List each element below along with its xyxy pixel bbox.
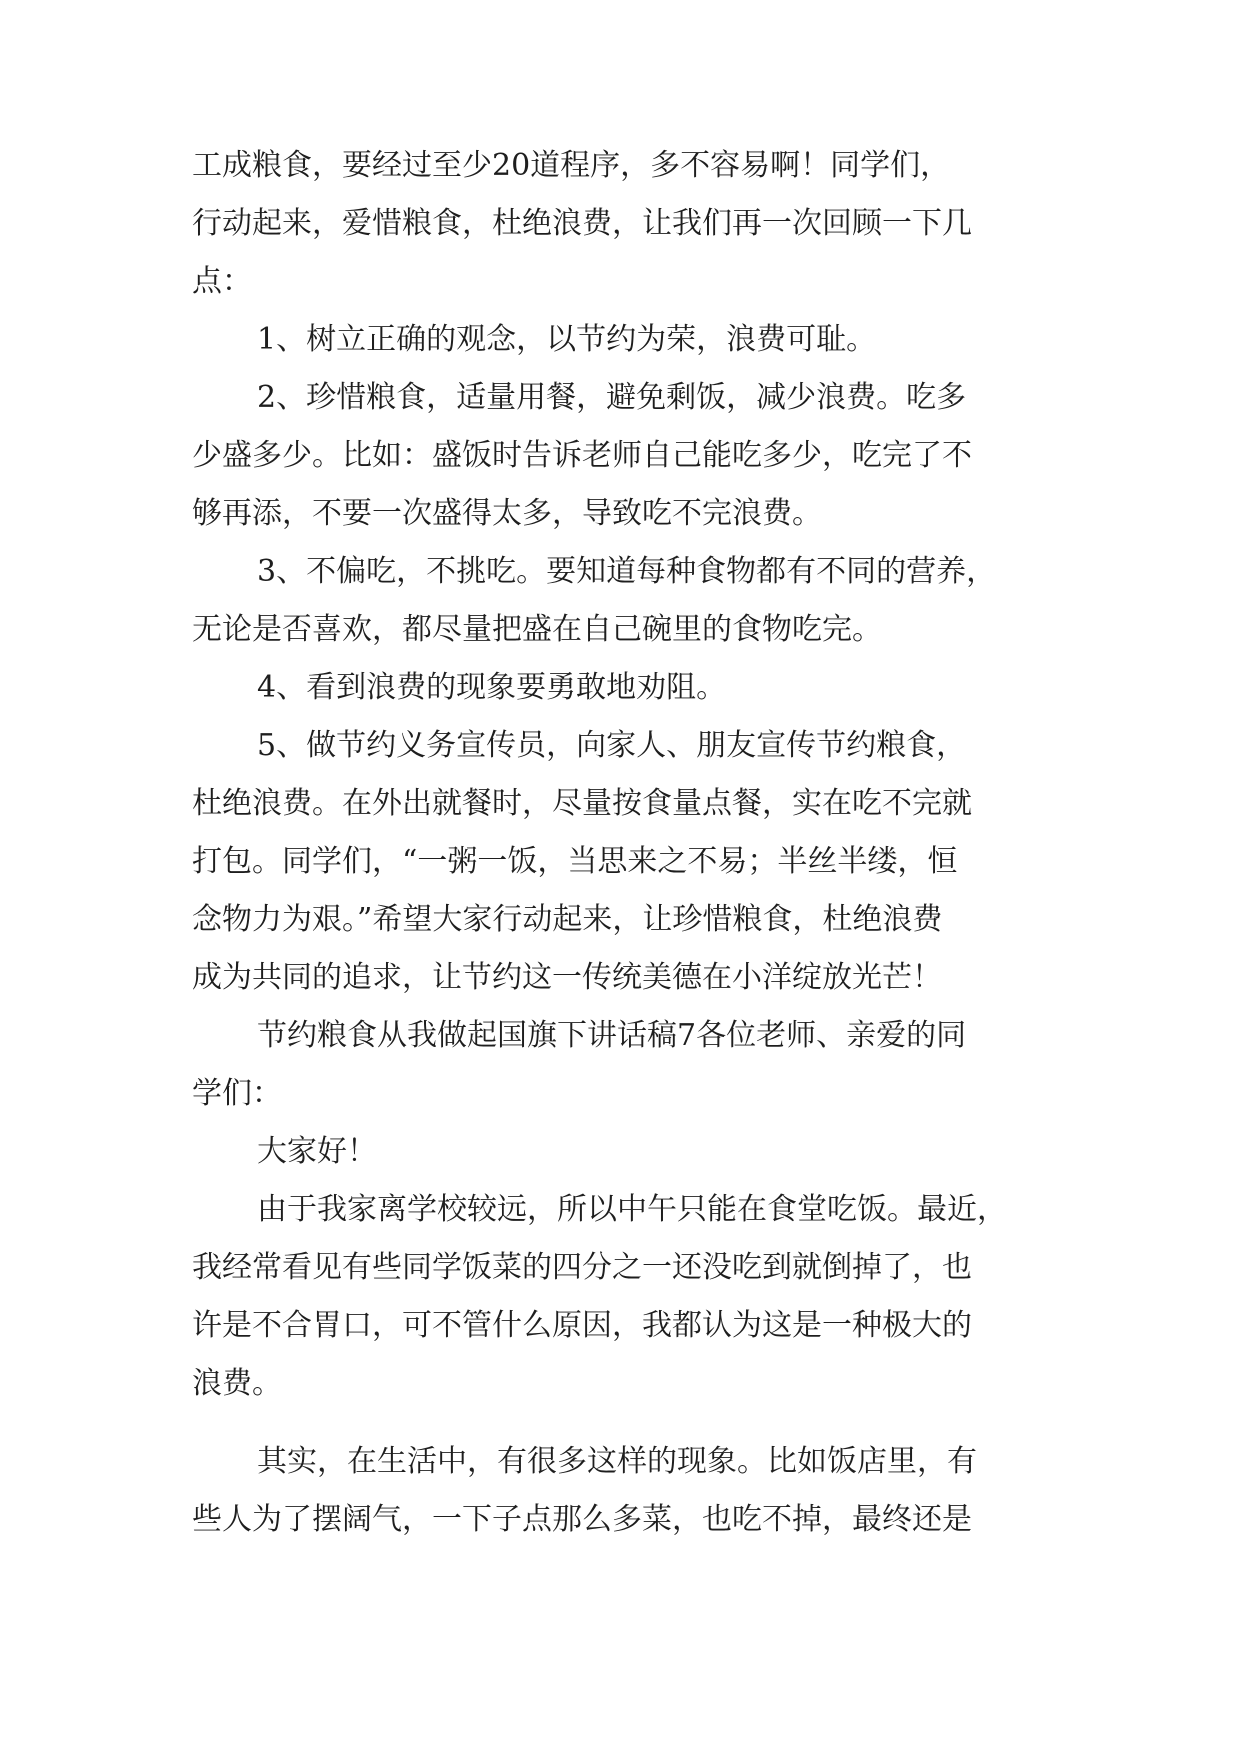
text-line: 4、看到浪费的现象要勇敢地劝阻。 xyxy=(257,670,727,705)
text-line: 大家好！ xyxy=(257,1134,377,1169)
text-line: 够再添，不要一次盛得太多，导致吃不完浪费。 xyxy=(192,496,822,531)
text-line: 3、不偏吃，不挑吃。要知道每种食物都有不同的营养， xyxy=(257,554,997,589)
text-line: 成为共同的追求，让节约这一传统美德在小洋绽放光芒！ xyxy=(192,960,942,995)
text-line: 5、做节约义务宣传员，向家人、朋友宣传节约粮食， xyxy=(257,728,967,763)
text-line: 浪费。 xyxy=(192,1366,282,1401)
text-line: 工成粮食，要经过至少20道程序，多不容易啊！同学们， xyxy=(192,148,951,183)
text-line: 节约粮食从我做起国旗下讲话稿7各位老师、亲爱的同 xyxy=(257,1018,967,1053)
text-line: 杜绝浪费。在外出就餐时，尽量按食量点餐，实在吃不完就 xyxy=(192,786,972,821)
text-line: 由于我家离学校较远，所以中午只能在食堂吃饭。最近， xyxy=(257,1192,1007,1227)
text-line: 打包。同学们，“一粥一饭，当思来之不易；半丝半缕，恒 xyxy=(192,844,958,879)
text-line: 念物力为艰。”希望大家行动起来，让珍惜粮食，杜绝浪费 xyxy=(192,902,943,937)
text-line: 些人为了摆阔气，一下子点那么多菜，也吃不掉，最终还是 xyxy=(192,1502,972,1537)
text-line: 无论是否喜欢，都尽量把盛在自己碗里的食物吃完。 xyxy=(192,612,882,647)
text-line: 学们： xyxy=(192,1076,282,1111)
text-line: 行动起来，爱惜粮食，杜绝浪费，让我们再一次回顾一下几 xyxy=(192,206,972,241)
text-line: 我经常看见有些同学饭菜的四分之一还没吃到就倒掉了，也 xyxy=(192,1250,972,1285)
text-line: 2、珍惜粮食，适量用餐，避免剩饭，减少浪费。吃多 xyxy=(257,380,967,415)
text-line: 许是不合胃口，可不管什么原因，我都认为这是一种极大的 xyxy=(192,1308,972,1343)
text-line: 其实，在生活中，有很多这样的现象。比如饭店里，有 xyxy=(257,1444,977,1479)
text-line: 少盛多少。比如：盛饭时告诉老师自己能吃多少，吃完了不 xyxy=(192,438,972,473)
text-line: 点： xyxy=(192,264,252,299)
text-line: 1、树立正确的观念，以节约为荣，浪费可耻。 xyxy=(257,322,877,357)
